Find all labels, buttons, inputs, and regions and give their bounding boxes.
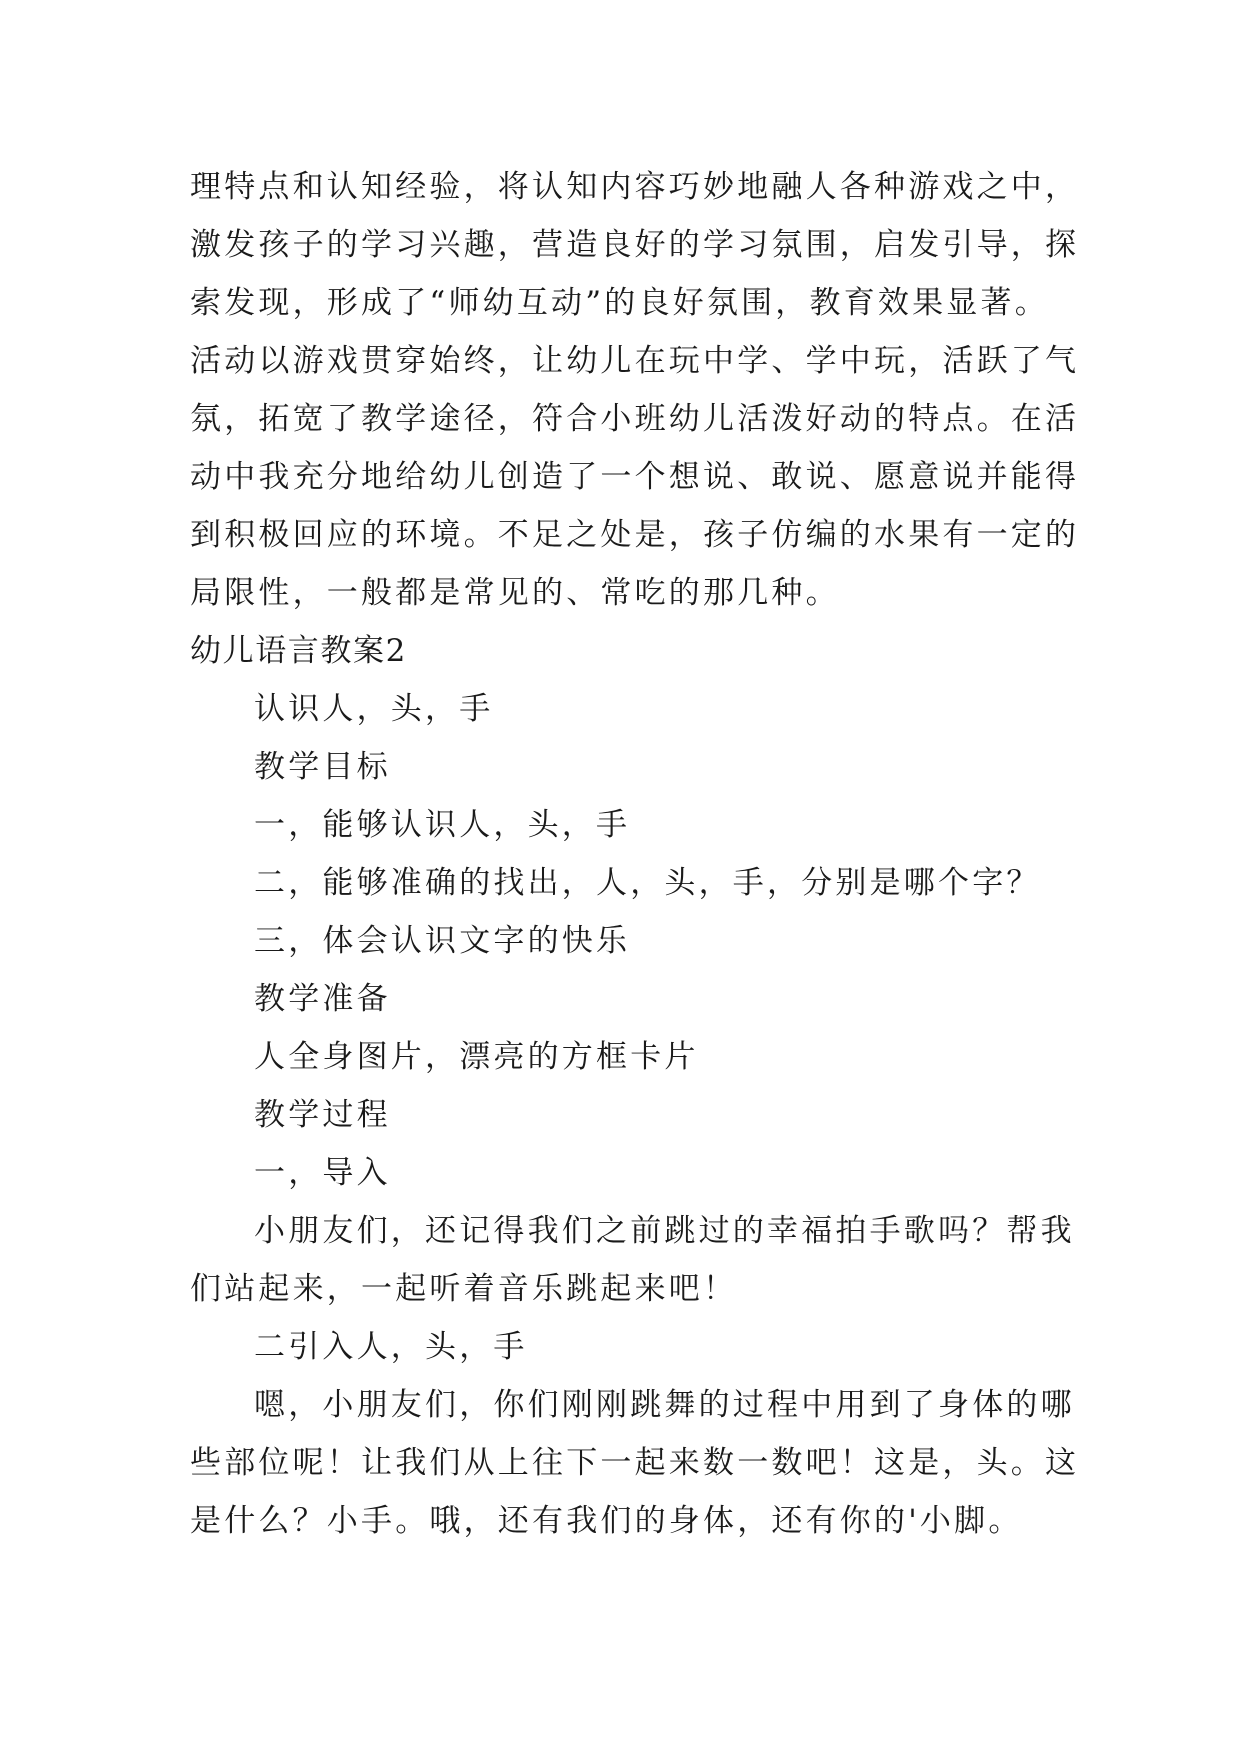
lesson-title: 认识人，头，手 bbox=[254, 691, 494, 727]
paragraph-line: 索发现，形成了“师幼互动”的良好氛围，教育效果显著。 bbox=[190, 285, 1049, 321]
paragraph-line: 理特点和认知经验，将认知内容巧妙地融人各种游戏之中， bbox=[190, 169, 1080, 205]
paragraph-line: 激发孩子的学习兴趣，营造良好的学习氛围，启发引导，探 bbox=[190, 227, 1080, 263]
goal-item: 三，体会认识文字的快乐 bbox=[254, 923, 631, 959]
goal-item: 一，能够认识人，头，手 bbox=[254, 807, 631, 843]
paragraph-line: 氛，拓宽了教学途径，符合小班幼儿活泼好动的特点。在活 bbox=[190, 401, 1080, 437]
step-paragraph-line: 嗯，小朋友们，你们刚刚跳舞的过程中用到了身体的哪 bbox=[254, 1387, 1075, 1423]
goal-item: 二，能够准确的找出，人，头，手，分别是哪个字？ bbox=[254, 865, 1041, 901]
step-paragraph-line: 些部位呢！让我们从上往下一起来数一数吧！这是，头。这 bbox=[190, 1445, 1080, 1481]
section-title: 幼儿语言教案2 bbox=[190, 633, 407, 669]
paragraph-line: 动中我充分地给幼儿创造了一个想说、敢说、愿意说并能得 bbox=[190, 459, 1080, 495]
step-paragraph-line: 小朋友们，还记得我们之前跳过的幸福拍手歌吗？帮我 bbox=[254, 1213, 1075, 1249]
step-heading: 二引入人，头，手 bbox=[254, 1329, 528, 1365]
document-body bbox=[190, 158, 1080, 1550]
step-paragraph-line: 是什么？小手。哦，还有我们的身体，还有你的'小脚。 bbox=[190, 1503, 1023, 1539]
prep-text: 人全身图片，漂亮的方框卡片 bbox=[254, 1039, 699, 1075]
paragraph-line: 活动以游戏贯穿始终，让幼儿在玩中学、学中玩，活跃了气 bbox=[190, 343, 1080, 379]
paragraph-line: 到积极回应的环境。不足之处是，孩子仿编的水果有一定的 bbox=[190, 517, 1080, 553]
paragraph-line: 局限性，一般都是常见的、常吃的那几种。 bbox=[190, 575, 840, 611]
process-heading: 教学过程 bbox=[254, 1097, 391, 1133]
goals-heading: 教学目标 bbox=[254, 749, 391, 785]
prep-heading: 教学准备 bbox=[254, 981, 391, 1017]
step-paragraph-line: 们站起来，一起听着音乐跳起来吧！ bbox=[190, 1271, 738, 1307]
step-heading: 一，导入 bbox=[254, 1155, 391, 1191]
